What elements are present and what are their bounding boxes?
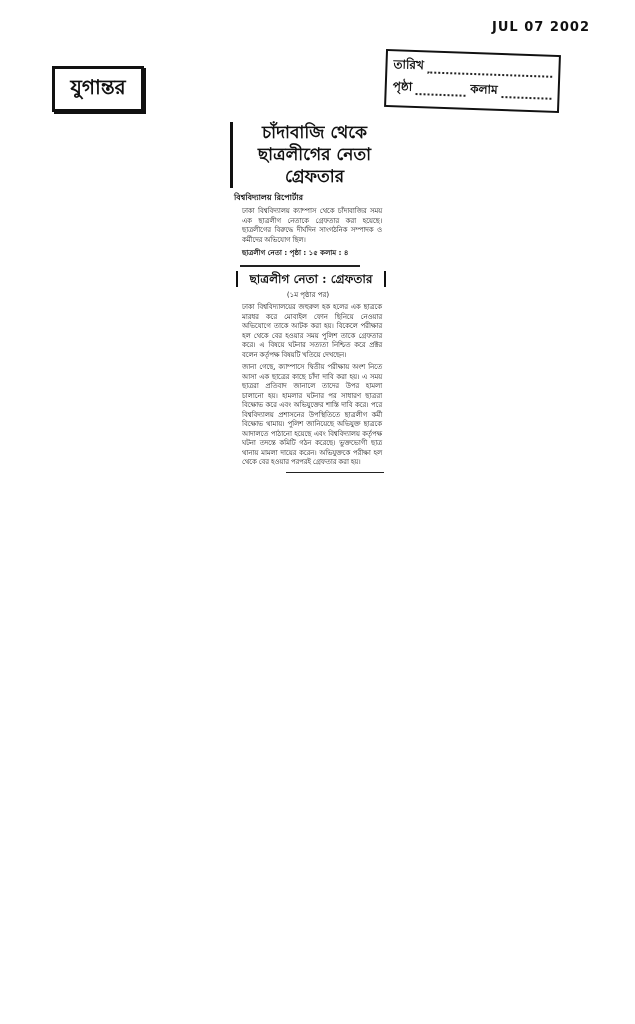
- news-clipping: [226, 122, 390, 562]
- filing-stamp: [384, 49, 561, 113]
- article-intro: ঢাকা বিশ্ববিদ্যালয় ক্যাম্পাস থেকে চাঁদাবাজির সময় এক ছাত্রলীগ নেতাকে গ্রেফতার করা হয়েছে। ছাত্রলীগের বিরুদ্ধে দীর্ঘদিন সাংগঠনিক সম্পাদক ও কর্মীদের অভিযোগ ছিল।: [242, 207, 382, 244]
- continuation-headline: ছাত্রলীগ নেতা : গ্রেফতার: [236, 271, 386, 287]
- article-headline: চাঁদাবাজি থেকে ছাত্রলীগের নেতা গ্রেফতার: [230, 122, 390, 188]
- stamp-date-blank: [428, 61, 553, 77]
- stamp-page-label: পৃষ্ঠা: [392, 79, 413, 94]
- section-divider: [240, 265, 360, 267]
- stamp-date-label: তারিখ: [393, 57, 425, 73]
- article-byline: বিশ্ববিদ্যালয় রিপোর্টার: [234, 193, 304, 202]
- stamp-column-blank: [501, 86, 551, 100]
- article-jumpline: ছাত্রলীগ নেতা : পৃষ্ঠা : ১৫ কলাম : ৪: [242, 249, 349, 257]
- article-paragraph: ঢাকা বিশ্ববিদ্যালয়ের জহুরুল হক হলের এক ছাত্রকে মারধর করে মোবাইল ফোন ছিনিয়ে নেওয়ার অভিযোগে তাকে আটক করা হয়। বিকেলে পরীক্ষার হল থেকে বের হওয়ার সময় পুলিশ তাকে গ্রেফতার করে। এ বিষয়ে ঘটনার সত্যতা নিশ্চিত করে প্রক্টর বলেন কর্তৃপক্ষ বিষয়টি খতিয়ে দেখছেন।: [242, 303, 382, 359]
- stamp-column-label: কলাম: [469, 81, 498, 97]
- stamp-page-row: [392, 77, 552, 105]
- article-paragraph: জানা গেছে, ক্যাম্পাসে দ্বিতীয় পরীক্ষায় অংশ নিতে আসা এক ছাত্রের কাছে চাঁদা দাবি করা হয়। এ সময় ছাত্ররা প্রতিবাদ জানালে তাদের উপর হামলা চালানো হয়। হামলার ঘটনার পর সাধারণ ছাত্ররা বিক্ষোভ করে এবং অভিযুক্তের শাস্তি দাবি করে। পরে বিশ্ববিদ্যালয় প্রশাসনের উপস্থিতিতে ছাত্রলীগ কর্মী বিক্ষোভ থামায়। পুলিশ জানিয়েছে অভিযুক্ত ছাত্রকে আদালতে পাঠানো হয়েছে এবং বিশ্ববিদ্যালয় কর্তৃপক্ষ ঘটনা তদন্তে কমিটি গঠন করেছে। ভুক্তভোগী ছাত্র থানায় মামলা দায়ের করেন। অভিযুক্তকে পরীক্ষা হল থেকে বের হওয়ার পরপরই গ্রেফতার করা হয়।: [242, 363, 382, 466]
- newspaper-masthead: যুগান্তর: [52, 66, 144, 112]
- received-date-stamp: JUL 07 2002: [492, 20, 591, 35]
- stamp-page-blank: [416, 83, 466, 97]
- clipping-bottom-rule: [286, 472, 384, 473]
- continued-from-note: (১ম পৃষ্ঠার পর): [286, 291, 330, 299]
